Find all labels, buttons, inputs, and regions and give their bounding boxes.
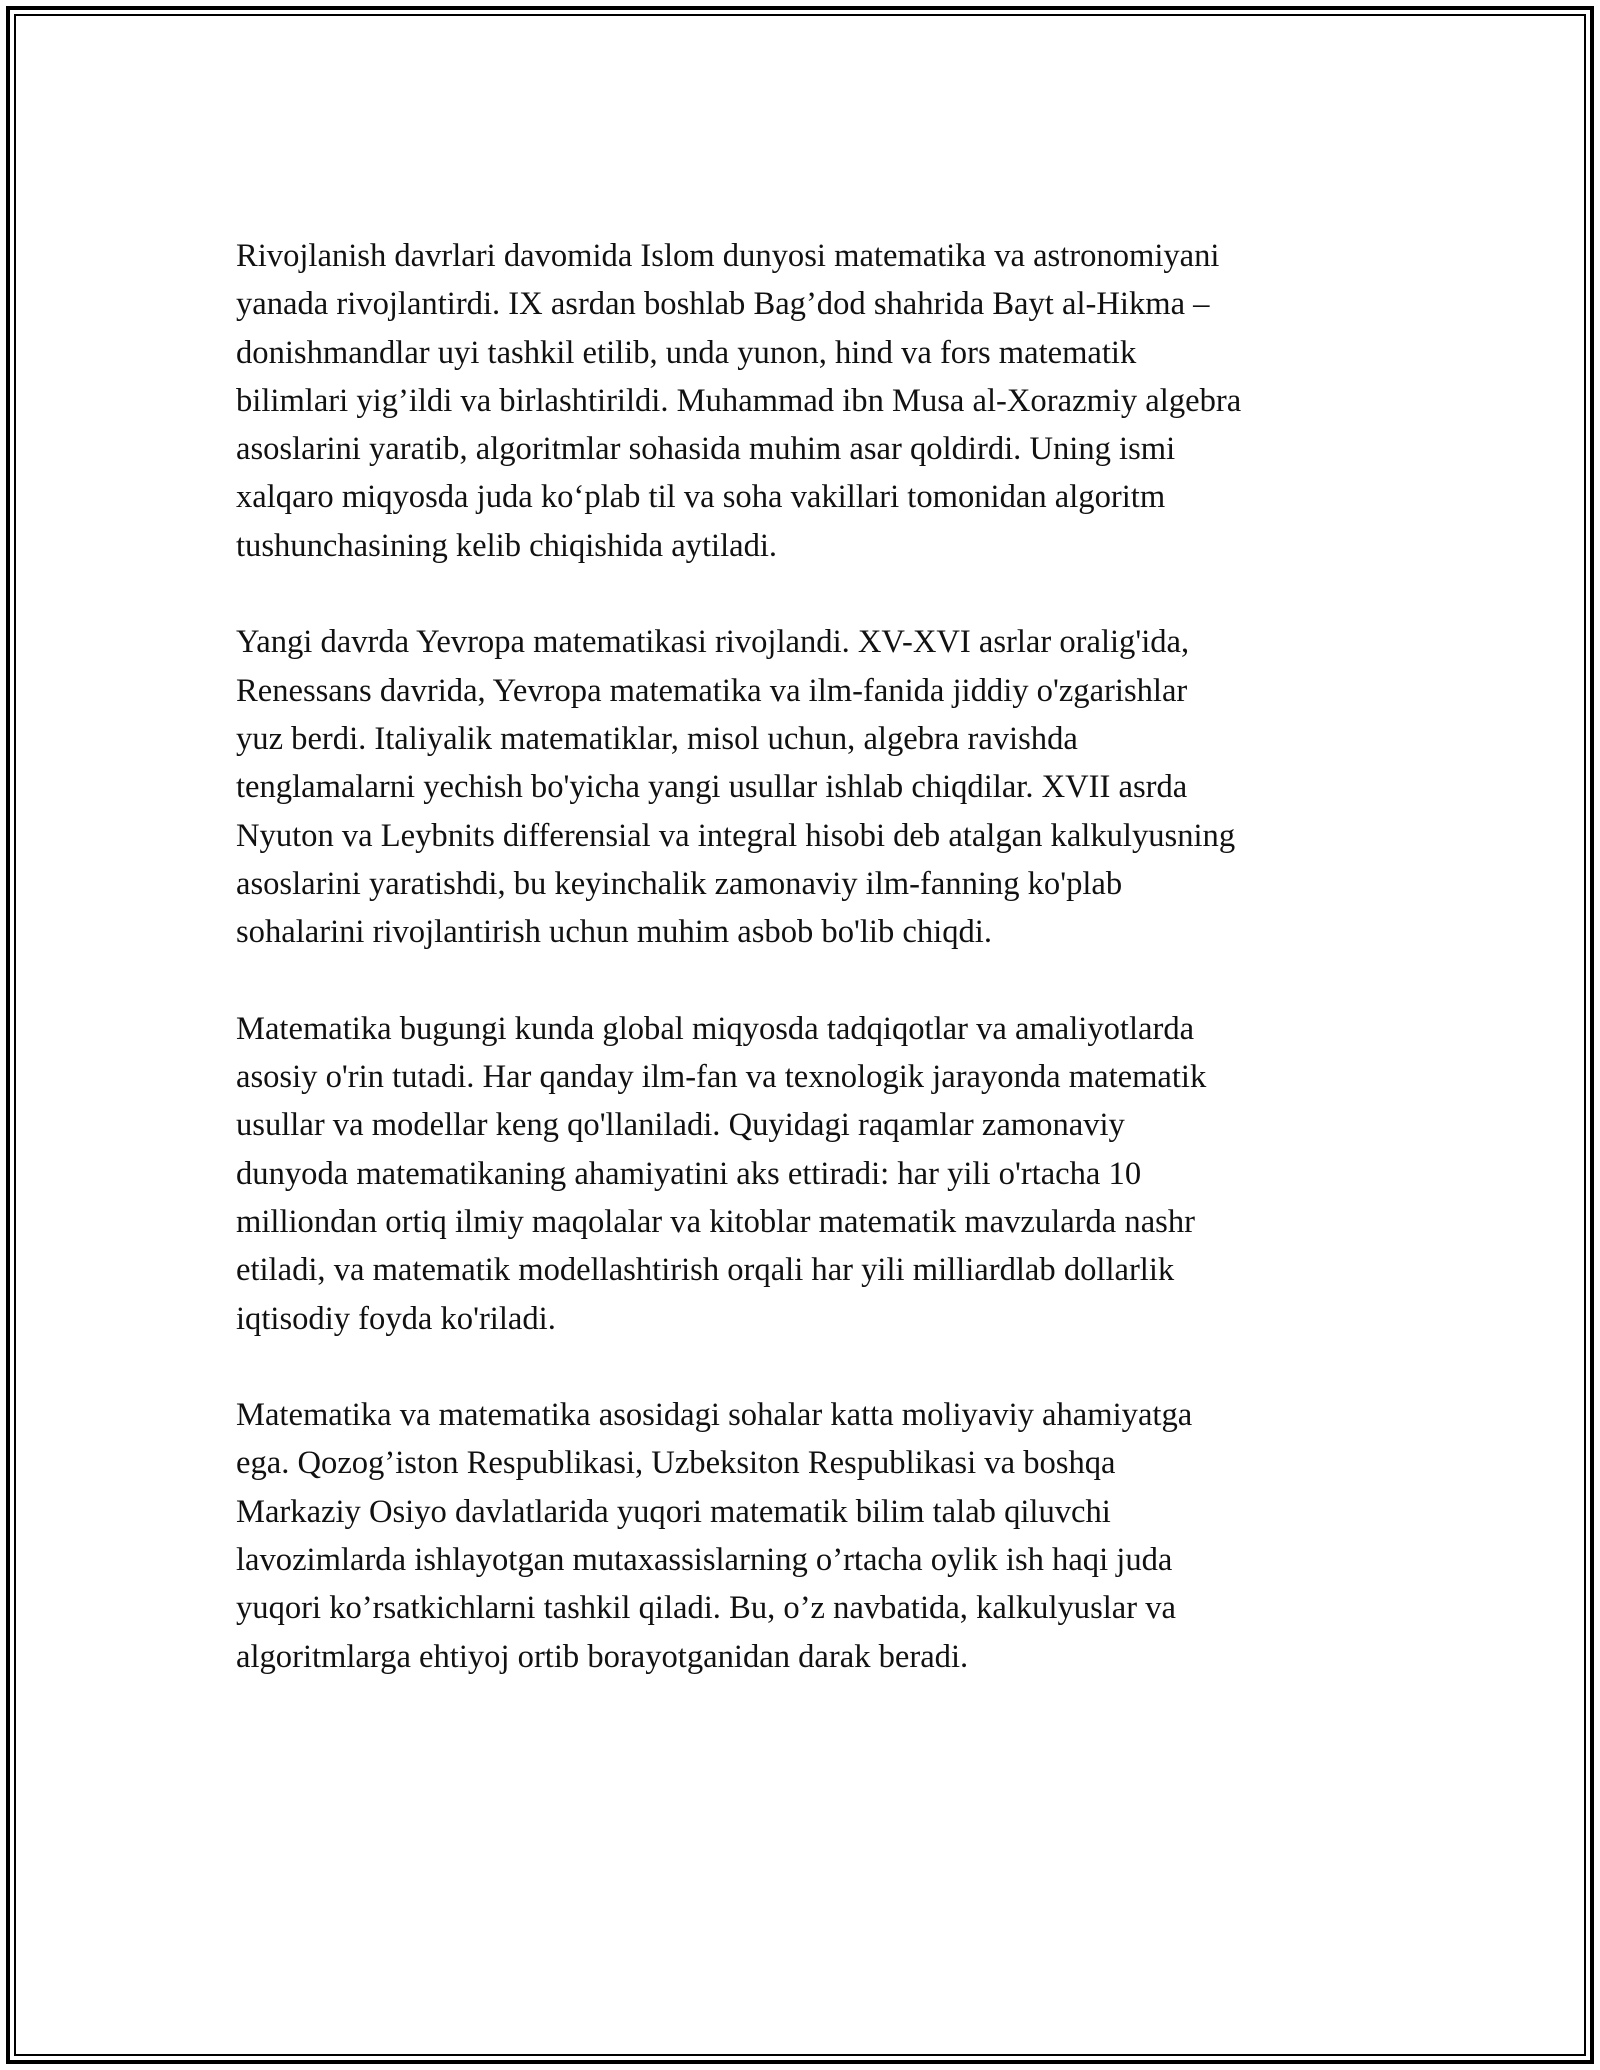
paragraph-islamic-math: Rivojlanish davrlari davomida Islom dunyosi matematika va astronomiyani yanada rivojlantirdi. IX asrdan boshlab Bag’dod shahrida Bayt al-Hikma – donishmandlar uyi tashkil etilib, unda yunon, hind va fors matematik bilimlari yig’ildi va birlashtirildi. Muhammad ibn Musa al-Xorazmiy algebra asoslarini yaratib, algoritmlar sohasida muhim asar qoldirdi. Uning ismi xalqaro miqyosda juda ko‘plab til va soha vakillari tomonidan algoritm tushunchasining kelib chiqishida aytiladi.	[236, 238, 1242, 564]
paragraph-european-math: Yangi davrda Yevropa matematikasi rivojlandi. XV-XVI asrlar oralig'ida, Renessans davrida, Yevropa matematika va ilm-fanida jiddiy o'zgarishlar yuz berdi. Italiyalik matematiklar, misol uchun, algebra ravishda tenglamalarni yechish bo'yicha yangi usullar ishlab chiqdilar. XVII asrda Nyuton va Leybnits differensial va integral hisobi deb atalgan kalkulyusning asoslarini yaratishdi, bu keyinchalik zamonaviy ilm-fanning ko'plab sohalarini rivojlantirish uchun muhim asbob bo'lib chiqdi.	[236, 624, 1236, 951]
document-body	[236, 232, 1376, 1729]
paragraph-modern-math: Matematika bugungi kunda global miqyosda tadqiqotlar va amaliyotlarda asosiy o'rin tutadi. Har qanday ilm-fan va texnologik jarayonda matematik usullar va modellar keng qo'llaniladi. Quyidagi raqamlar zamonaviy dunyoda matematikaning ahamiyatini aks ettiradi: har yili o'rtacha 10 milliondan ortiq ilmiy maqolalar va kitoblar matematik mavzularda nashr etiladi, va matematik modellashtirish orqali har yili milliardlab dollarlik iqtisodiy foyda ko'riladi.	[236, 1010, 1207, 1337]
paragraph-financial-importance: Matematika va matematika asosidagi sohalar katta moliyaviy ahamiyatga ega. Qozog’iston Respublikasi, Uzbeksiton Respublikasi va boshqa Markaziy Osiyo davlatlarida yuqori matematik bilim talab qiluvchi lavozimlarda ishlayotgan mutaxassislarning o’rtacha oylik ish haqi juda yuqori ko’rsatkichlarni tashkil qiladi. Bu, o’z navbatida, kalkulyuslar va algoritmlarga ehtiyoj ortib borayotganidan darak beradi.	[236, 1397, 1193, 1675]
